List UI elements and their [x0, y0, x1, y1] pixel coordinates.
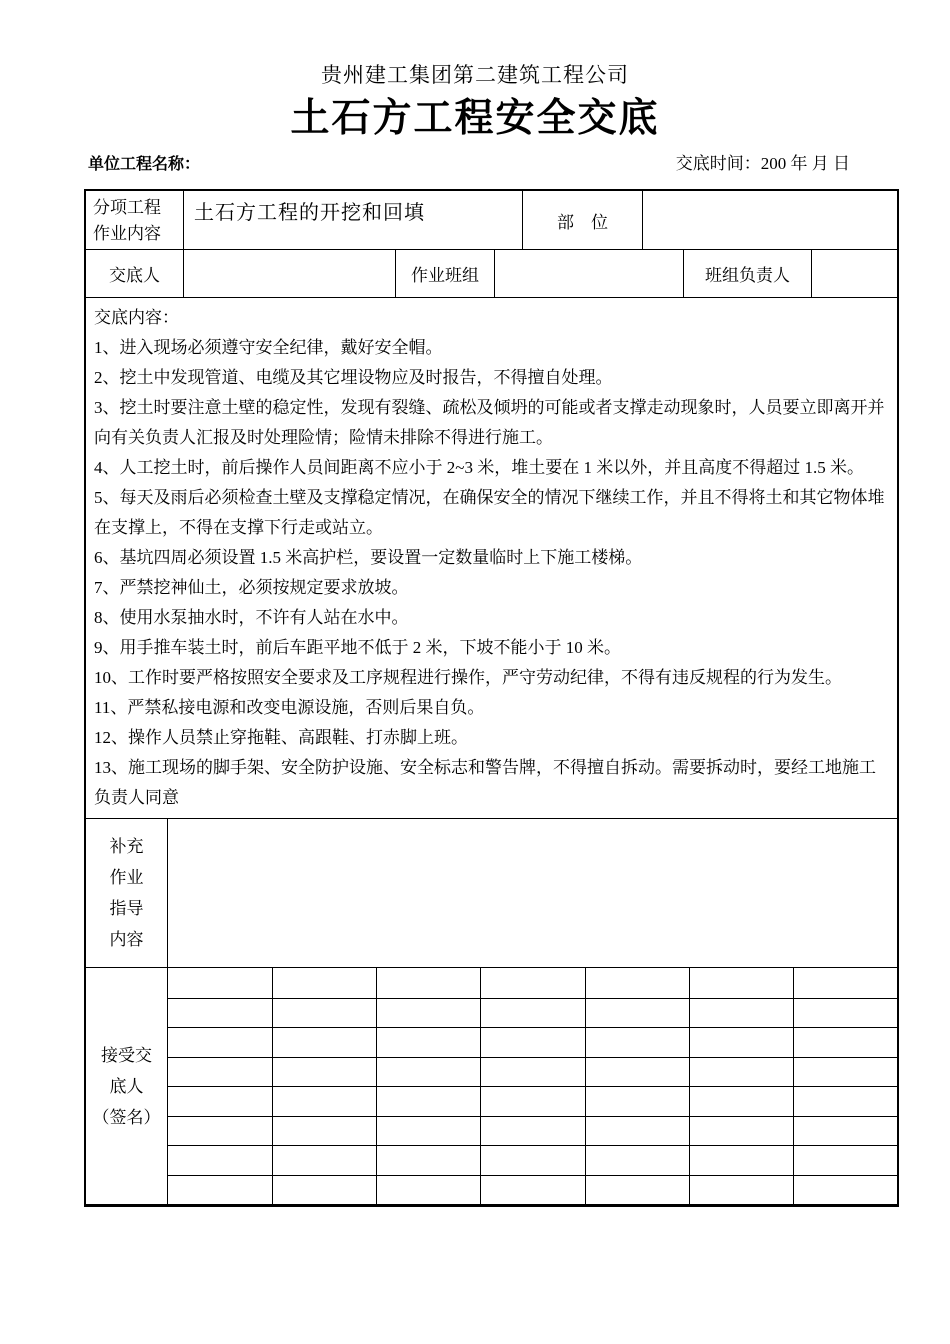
briefing-item-5: 5、每天及雨后必须检查土壁及支撑稳定情况，在确保安全的情况下继续工作，并且不得将土和其它物体堆在支撑上，不得在支撑下行走或站立。	[94, 488, 885, 537]
signature-cell	[168, 1175, 272, 1205]
signature-cell	[689, 1145, 793, 1175]
signature-label-line2: 底人	[109, 1076, 144, 1096]
signature-cell	[585, 968, 689, 998]
signature-label-line1: 接受交	[101, 1045, 152, 1065]
supplement-label-line4: 内容	[109, 930, 144, 949]
signature-cell	[689, 1086, 793, 1116]
signature-cell	[272, 1116, 376, 1146]
part-label-cell: 部 位	[523, 191, 643, 249]
briefing-item-13: 13、施工现场的脚手架、安全防护设施、安全标志和警告牌，不得擅自拆动。需要拆动时，要经工地施工负责人同意	[94, 758, 876, 807]
signature-cell	[272, 968, 376, 998]
briefing-item-12: 12、操作人员禁止穿拖鞋、高跟鞋、打赤脚上班。	[94, 728, 468, 747]
signature-cell	[480, 1145, 584, 1175]
signature-cell	[376, 1116, 480, 1146]
unit-project-label: 单位工程名称：	[88, 156, 201, 173]
briefing-time-label: 交底时间：	[675, 154, 761, 173]
signature-cell	[480, 968, 584, 998]
signature-cell	[376, 1057, 480, 1087]
signature-cell	[272, 998, 376, 1028]
subproject-row	[86, 191, 897, 250]
signature-cell	[793, 1057, 897, 1087]
signature-cell	[585, 1027, 689, 1057]
meta-row	[88, 152, 850, 177]
signature-cell	[272, 1145, 376, 1175]
signature-cell	[585, 1057, 689, 1087]
signature-cell	[272, 1027, 376, 1057]
signature-cell	[585, 1086, 689, 1116]
signature-cell	[480, 1027, 584, 1057]
signature-cell	[793, 1175, 897, 1205]
briefing-time	[676, 152, 850, 176]
signature-cell	[480, 1116, 584, 1146]
signature-cell	[376, 1145, 480, 1175]
signature-label-line3: （签名）	[92, 1107, 161, 1127]
signature-cell	[689, 998, 793, 1028]
signature-cell	[793, 998, 897, 1028]
briefing-item-11: 11、严禁私接电源和改变电源设施，否则后果自负。	[94, 698, 485, 717]
team-label-cell: 作业班组	[396, 250, 495, 297]
briefer-label-cell: 交底人	[86, 250, 184, 297]
signature-cell	[168, 998, 272, 1028]
briefing-table	[84, 189, 899, 1207]
briefer-value-cell	[184, 250, 396, 297]
supplement-label-line2: 作业	[109, 868, 144, 887]
signature-cell	[793, 968, 897, 998]
personnel-row	[86, 250, 897, 298]
subproject-label-cell	[86, 191, 184, 249]
signature-cell	[272, 1175, 376, 1205]
subproject-label-line2: 作业内容	[93, 224, 161, 243]
briefing-content-heading: 交底内容：	[94, 308, 179, 327]
briefing-item-4: 4、人工挖土时，前后操作人员间距离不应小于 2~3 米，堆土要在 1 米以外，并且高度不得超过 1.5 米。	[94, 458, 864, 477]
signature-cell	[272, 1057, 376, 1087]
team-value-cell	[495, 250, 684, 297]
supplement-row	[86, 819, 897, 968]
signature-cell	[689, 1057, 793, 1087]
signature-cell	[793, 1116, 897, 1146]
signature-cell	[272, 1086, 376, 1116]
briefing-item-9: 9、用手推车装土时，前后车距平地不低于 2 米，下坡不能小于 10 米。	[94, 638, 621, 657]
briefing-item-8: 8、使用水泵抽水时，不许有人站在水中。	[94, 608, 409, 627]
subproject-content-cell: 土石方工程的开挖和回填	[184, 191, 523, 249]
supplement-label-line3: 指导	[109, 899, 144, 918]
signature-cell	[689, 968, 793, 998]
signature-cell	[689, 1027, 793, 1057]
signature-cell	[793, 1145, 897, 1175]
signature-cell	[480, 1086, 584, 1116]
briefing-item-1: 1、进入现场必须遵守安全纪律，戴好安全帽。	[94, 338, 443, 357]
signature-section	[86, 968, 897, 1204]
signature-grid	[168, 968, 897, 1204]
signature-cell	[480, 998, 584, 1028]
signature-cell	[168, 1027, 272, 1057]
briefing-item-10: 10、工作时要严格按照安全要求及工序规程进行操作，严守劳动纪律，不得有违反规程的行为发生。	[94, 668, 842, 687]
team-leader-label-cell: 班组负责人	[684, 250, 812, 297]
part-value-cell	[643, 191, 897, 249]
signature-cell	[480, 1057, 584, 1087]
briefing-item-6: 6、基坑四周必须设置 1.5 米高护栏，要设置一定数量临时上下施工楼梯。	[94, 548, 643, 567]
signature-label-cell	[86, 968, 168, 1204]
signature-cell	[168, 1145, 272, 1175]
signature-cell	[480, 1175, 584, 1205]
signature-cell	[168, 1116, 272, 1146]
signature-cell	[168, 1086, 272, 1116]
signature-cell	[793, 1086, 897, 1116]
document-title: 土石方工程安全交底	[290, 97, 660, 140]
company-name: 贵州建工集团第二建筑工程公司	[321, 63, 629, 87]
team-leader-value-cell	[812, 250, 897, 297]
signature-cell	[376, 998, 480, 1028]
signature-cell	[585, 1175, 689, 1205]
briefing-content-cell	[86, 298, 897, 819]
signature-cell	[689, 1116, 793, 1146]
briefing-item-2: 2、挖土中发现管道、电缆及其它埋设物应及时报告，不得擅自处理。	[94, 368, 613, 387]
signature-cell	[376, 1027, 480, 1057]
signature-cell	[689, 1175, 793, 1205]
supplement-label-line1: 补充	[109, 837, 144, 856]
signature-cell	[376, 968, 480, 998]
signature-cell	[585, 1116, 689, 1146]
signature-cell	[585, 1145, 689, 1175]
signature-cell	[168, 968, 272, 998]
signature-cell	[376, 1175, 480, 1205]
supplement-label-cell	[86, 819, 168, 967]
signature-cell	[376, 1086, 480, 1116]
signature-cell	[585, 998, 689, 1028]
briefing-item-7: 7、严禁挖神仙土，必须按规定要求放坡。	[94, 578, 409, 597]
signature-cell	[793, 1027, 897, 1057]
signature-cell	[168, 1057, 272, 1087]
supplement-content-cell	[168, 819, 897, 967]
subproject-label-line1: 分项工程	[93, 198, 161, 217]
briefing-time-value: 200 年 月 日	[760, 154, 850, 173]
briefing-item-3: 3、挖土时要注意土壁的稳定性，发现有裂缝、疏松及倾坍的可能或者支撑走动现象时，人员要立即离开并向有关负责人汇报及时处理险情；险情未排除不得进行施工。	[94, 398, 885, 447]
